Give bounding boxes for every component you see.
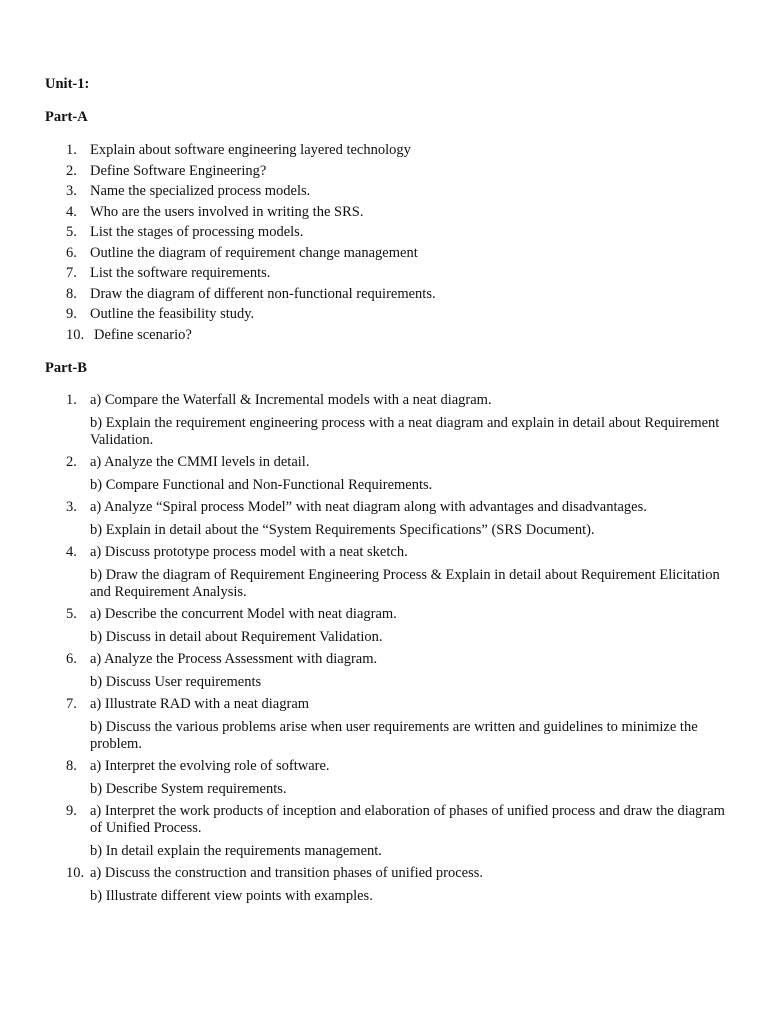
question-number: 8.	[66, 285, 77, 302]
question-text: Outline the diagram of requirement change management	[90, 244, 418, 261]
question-part-a: a) Interpret the work products of inception and elaboration of phases of unified process and draw the diagram of Unified Process.	[90, 803, 725, 836]
question-text: List the software requirements.	[90, 265, 271, 281]
question-text: List the stages of processing models.	[90, 224, 304, 240]
question-number: 10.	[66, 865, 85, 881]
question-part-b: b) Draw the diagram of Requirement Engineering Process & Explain in detail about Requirement Elicitation and Requirement Analysis.	[90, 567, 720, 600]
part-a-question	[0, 162, 768, 183]
question-number: 2.	[66, 162, 77, 179]
question-text: Draw the diagram of different non-functional requirements.	[90, 285, 436, 302]
question-text: Define Software Engineering?	[90, 162, 267, 179]
part-a-question	[0, 182, 768, 203]
question-number: 7.	[66, 265, 77, 281]
part-b-question	[0, 392, 768, 454]
question-text: Name the specialized process models.	[90, 183, 311, 199]
question-text: Who are the users involved in writing the SRS.	[90, 203, 364, 220]
part-a-question	[0, 203, 768, 224]
question-part-b: b) Compare Functional and Non-Functional Requirements.	[90, 477, 433, 493]
question-part-a: a) Analyze “Spiral process Model” with neat diagram along with advantages and disadvantages.	[90, 499, 647, 515]
part-b-question	[0, 606, 768, 651]
part-b-question	[0, 758, 768, 803]
question-part-a: a) Discuss the construction and transition phases of unified process.	[90, 865, 484, 881]
question-number: 6.	[66, 244, 77, 261]
question-part-b: b) Explain in detail about the “System Requirements Specifications” (SRS Document).	[90, 522, 595, 538]
question-number: 4.	[66, 203, 77, 220]
question-part-a: a) Analyze the CMMI levels in detail.	[90, 454, 310, 470]
question-number: 5.	[66, 224, 77, 240]
question-number: 3.	[66, 499, 77, 515]
question-number: 6.	[66, 651, 77, 667]
question-text: Outline the feasibility study.	[90, 306, 255, 322]
part-a-heading: Part-A	[45, 109, 88, 125]
part-a-question	[0, 305, 768, 326]
part-b-question-list	[0, 392, 768, 910]
part-a-question	[0, 244, 768, 265]
question-part-a: a) Compare the Waterfall & Incremental models with a neat diagram.	[90, 392, 492, 408]
question-number: 3.	[66, 183, 77, 199]
question-part-a: a) Discuss prototype process model with a neat sketch.	[90, 544, 408, 560]
question-part-b: b) Explain the requirement engineering process with a neat diagram and explain in detail about Requirement Validation.	[90, 415, 720, 448]
question-number: 1.	[66, 392, 77, 408]
question-part-b: b) Illustrate different view points with examples.	[90, 888, 373, 904]
question-part-a: a) Describe the concurrent Model with neat diagram.	[90, 606, 397, 622]
question-number: 10.	[66, 326, 85, 343]
question-part-a: a) Interpret the evolving role of software.	[90, 758, 330, 774]
unit-heading: Unit-1:	[45, 76, 90, 92]
part-b-question	[0, 454, 768, 499]
part-a-question	[0, 223, 768, 244]
part-a-question	[0, 264, 768, 285]
part-a-question	[0, 326, 768, 347]
question-number: 7.	[66, 696, 77, 712]
question-number: 1.	[66, 142, 77, 158]
question-number: 5.	[66, 606, 77, 622]
question-number: 8.	[66, 758, 77, 774]
part-b-question	[0, 499, 768, 544]
question-text: Explain about software engineering layered technology	[90, 142, 411, 158]
question-number: 4.	[66, 544, 77, 560]
question-part-a: a) Illustrate RAD with a neat diagram	[90, 696, 310, 712]
question-number: 9.	[66, 803, 77, 819]
question-part-b: b) Discuss the various problems arise when user requirements are written and guidelines to minimize the problem.	[90, 719, 698, 752]
part-b-heading: Part-B	[45, 360, 87, 376]
question-part-b: b) Discuss User requirements	[90, 674, 262, 690]
part-a-question	[0, 285, 768, 306]
question-part-b: b) Discuss in detail about Requirement Validation.	[90, 629, 383, 645]
part-a-question-list	[0, 141, 768, 346]
question-text: Define scenario?	[94, 326, 192, 343]
part-b-question	[0, 651, 768, 696]
question-part-a: a) Analyze the Process Assessment with diagram.	[90, 651, 378, 667]
part-b-question	[0, 865, 768, 910]
part-b-question	[0, 803, 768, 865]
question-part-b: b) In detail explain the requirements management.	[90, 843, 382, 859]
part-b-question	[0, 544, 768, 606]
question-part-b: b) Describe System requirements.	[90, 781, 287, 797]
part-a-question	[0, 141, 768, 162]
part-b-question	[0, 696, 768, 758]
question-number: 2.	[66, 454, 77, 470]
question-number: 9.	[66, 306, 77, 322]
